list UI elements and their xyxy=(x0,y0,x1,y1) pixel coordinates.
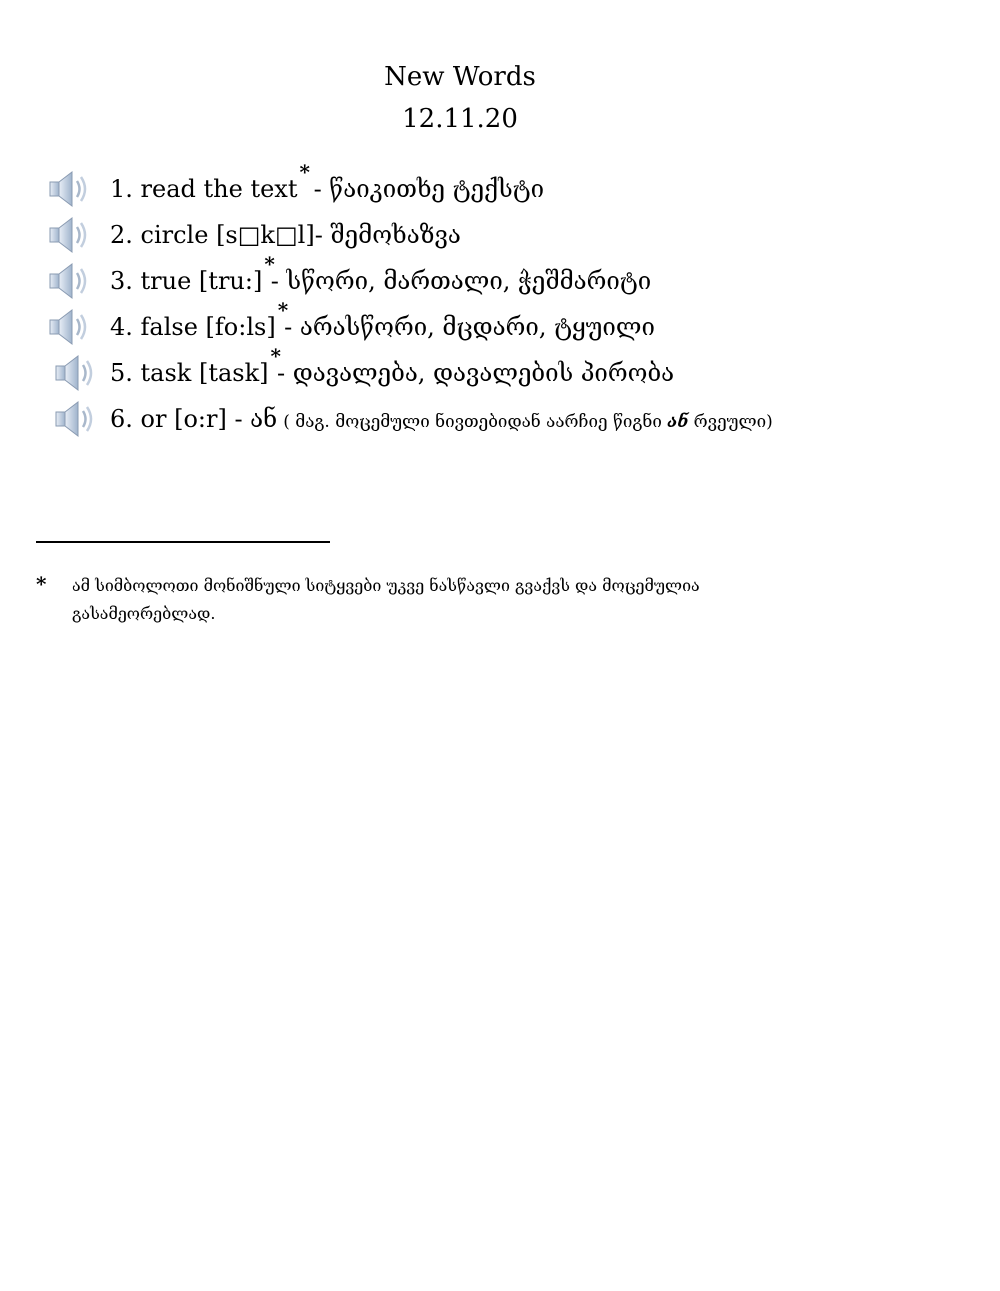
footnote xyxy=(36,570,796,628)
word-row xyxy=(44,344,984,396)
footnote-divider xyxy=(36,541,330,543)
speaker-icon[interactable] xyxy=(44,213,102,257)
word-entry xyxy=(110,252,652,295)
review-star: * xyxy=(270,344,281,368)
word-term: 2. circle [s□k□l] xyxy=(110,221,315,249)
speaker-icon[interactable] xyxy=(44,305,102,349)
word-translation: - არასწორი, მცდარი, ტყუილი xyxy=(284,313,655,341)
footnote-line-1: ამ სიმბოლოთი მონიშნული სიტყვები უკვე ნასწავლი გვაქვს და მოცემულია xyxy=(72,576,700,595)
example-before: ( მაგ. მოცემული ნივთებიდან აარჩიე წიგნი xyxy=(283,412,662,432)
page-date: 12.11.20 xyxy=(402,104,518,134)
review-star: * xyxy=(299,160,310,184)
speaker-icon[interactable] xyxy=(50,397,108,441)
word-term: 1. read the text xyxy=(110,175,298,203)
word-term: 6. or [o:r] xyxy=(110,405,227,433)
example-after: რვეული) xyxy=(693,412,773,432)
word-translation: - წაიკითხე ტექსტი xyxy=(305,175,545,203)
speaker-icon[interactable] xyxy=(44,167,102,211)
word-translation: - შემოხაზვა xyxy=(314,221,461,249)
footnote-star: * xyxy=(36,572,47,596)
word-term: 3. true [tru:] xyxy=(110,267,263,295)
word-row xyxy=(44,252,984,304)
usage-example xyxy=(283,412,773,432)
word-entry xyxy=(110,344,675,387)
word-translation: - ან xyxy=(226,405,278,433)
speaker-icon[interactable] xyxy=(44,259,102,303)
speaker-icon[interactable] xyxy=(50,351,108,395)
word-translation: - დავალება, დავალების პირობა xyxy=(276,359,675,387)
review-star: * xyxy=(264,252,275,276)
word-row xyxy=(44,298,984,350)
word-entry xyxy=(110,221,461,249)
word-term: 5. task [task] xyxy=(110,359,269,387)
page-title: New Words xyxy=(384,62,536,92)
example-emphasis: ან xyxy=(667,412,689,432)
footnote-line-2: გასამეორებლად. xyxy=(72,604,216,623)
word-row xyxy=(44,160,984,212)
page-header xyxy=(0,56,920,140)
word-entry xyxy=(110,298,655,341)
word-term: 4. false [fo:ls] xyxy=(110,313,276,341)
review-star: * xyxy=(277,298,289,322)
word-row xyxy=(44,212,984,258)
word-entry xyxy=(110,405,773,433)
word-row xyxy=(44,396,984,442)
word-list xyxy=(44,160,984,442)
word-translation: - სწორი, მართალი, ჭეშმარიტი xyxy=(270,267,652,295)
word-entry xyxy=(110,160,545,203)
